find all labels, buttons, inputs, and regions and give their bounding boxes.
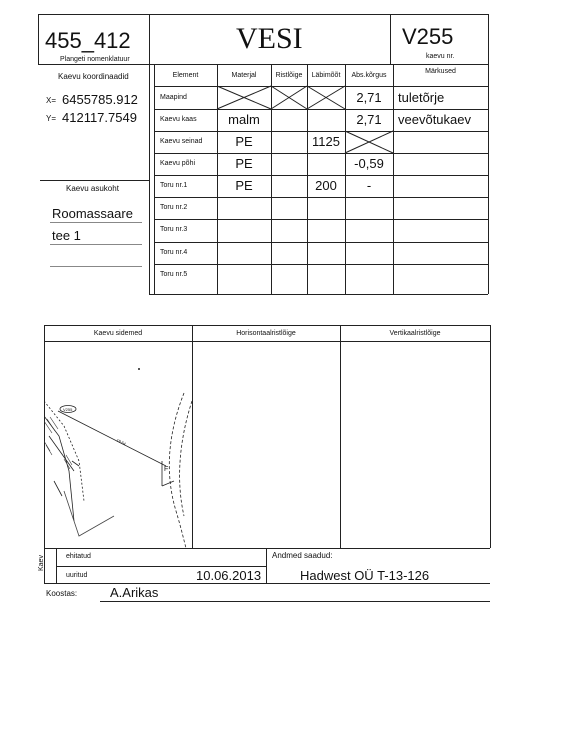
cell-element: Toru nr.1 (160, 182, 188, 189)
cell-element: Kaevu seinad (160, 138, 203, 145)
panel-title-horizontal: Horisontaalristlõige (236, 330, 296, 337)
author-value: A.Arikas (110, 585, 159, 600)
cell-markused: tuletõrje (398, 90, 445, 105)
well-id: V255 (402, 24, 454, 49)
cell-materjal: PE (235, 156, 253, 171)
col-labimoot: Läbimõõt (311, 72, 341, 79)
sketch-well-tag: V255 (63, 407, 73, 412)
cell-element: Toru nr.3 (160, 226, 188, 233)
panel-title-vertical: Vertikaalristlõige (389, 330, 441, 337)
location-line2: tee 1 (52, 228, 81, 243)
panel-title-connections: Kaevu sidemed (93, 330, 143, 337)
cell-element: Toru nr.2 (160, 204, 188, 211)
location-line1: Roomassaare (52, 206, 133, 221)
data-source-label: Andmed saadud: (272, 551, 333, 560)
sheet-number: 455_412 (45, 28, 131, 53)
cell-abs: 2,71 (356, 90, 382, 105)
surveyed-date: 10.06.2013 (196, 568, 262, 583)
y-value: 412117.7549 (62, 110, 137, 125)
page-title: VESI (236, 22, 303, 55)
y-prefix: Y= (46, 114, 57, 123)
author-label: Koostas: (46, 589, 78, 598)
cell-markused: veevõtukaev (398, 112, 471, 127)
sketch-length-label: 19.64 (115, 437, 127, 447)
col-abs: Abs.kõrgus (351, 72, 387, 79)
coords-label: Kaevu koordinaadid (58, 72, 129, 81)
cell-element: Kaevu põhi (160, 160, 196, 167)
col-materjal: Materjal (231, 72, 257, 79)
col-ristloige: Ristlõige (275, 72, 303, 79)
location-sketch (44, 341, 192, 548)
built-label: ehitatud (66, 553, 91, 560)
sketch-marker: F (164, 466, 169, 473)
cell-labimoot: 200 (315, 178, 337, 193)
col-element: Element (172, 72, 199, 79)
footer-side-label: Kaev (38, 555, 45, 571)
cell-element: Kaevu kaas (160, 116, 197, 123)
col-markused: Märkused (425, 68, 456, 75)
cell-element: Maapind (160, 94, 187, 101)
cell-abs: -0,59 (354, 156, 384, 171)
data-source-value: Hadwest OÜ T-13-126 (300, 568, 430, 583)
surveyed-label: uuritud (66, 572, 88, 579)
cell-materjal: PE (235, 178, 253, 193)
x-value: 6455785.912 (62, 92, 138, 107)
cell-labimoot: 1125 (312, 134, 340, 149)
sheet-label: Plangeti nomenklatuur (60, 56, 130, 63)
cell-materjal: PE (235, 134, 253, 149)
cell-abs: 2,71 (356, 112, 382, 127)
cell-element: Toru nr.5 (160, 271, 188, 278)
crossed-cells (0, 0, 584, 300)
location-label: Kaevu asukoht (66, 184, 119, 193)
cell-element: Toru nr.4 (160, 249, 188, 256)
cell-materjal: malm (228, 112, 260, 127)
well-id-label: kaevu nr. (426, 53, 455, 60)
cell-abs: - (366, 178, 372, 193)
x-prefix: X= (46, 96, 57, 105)
